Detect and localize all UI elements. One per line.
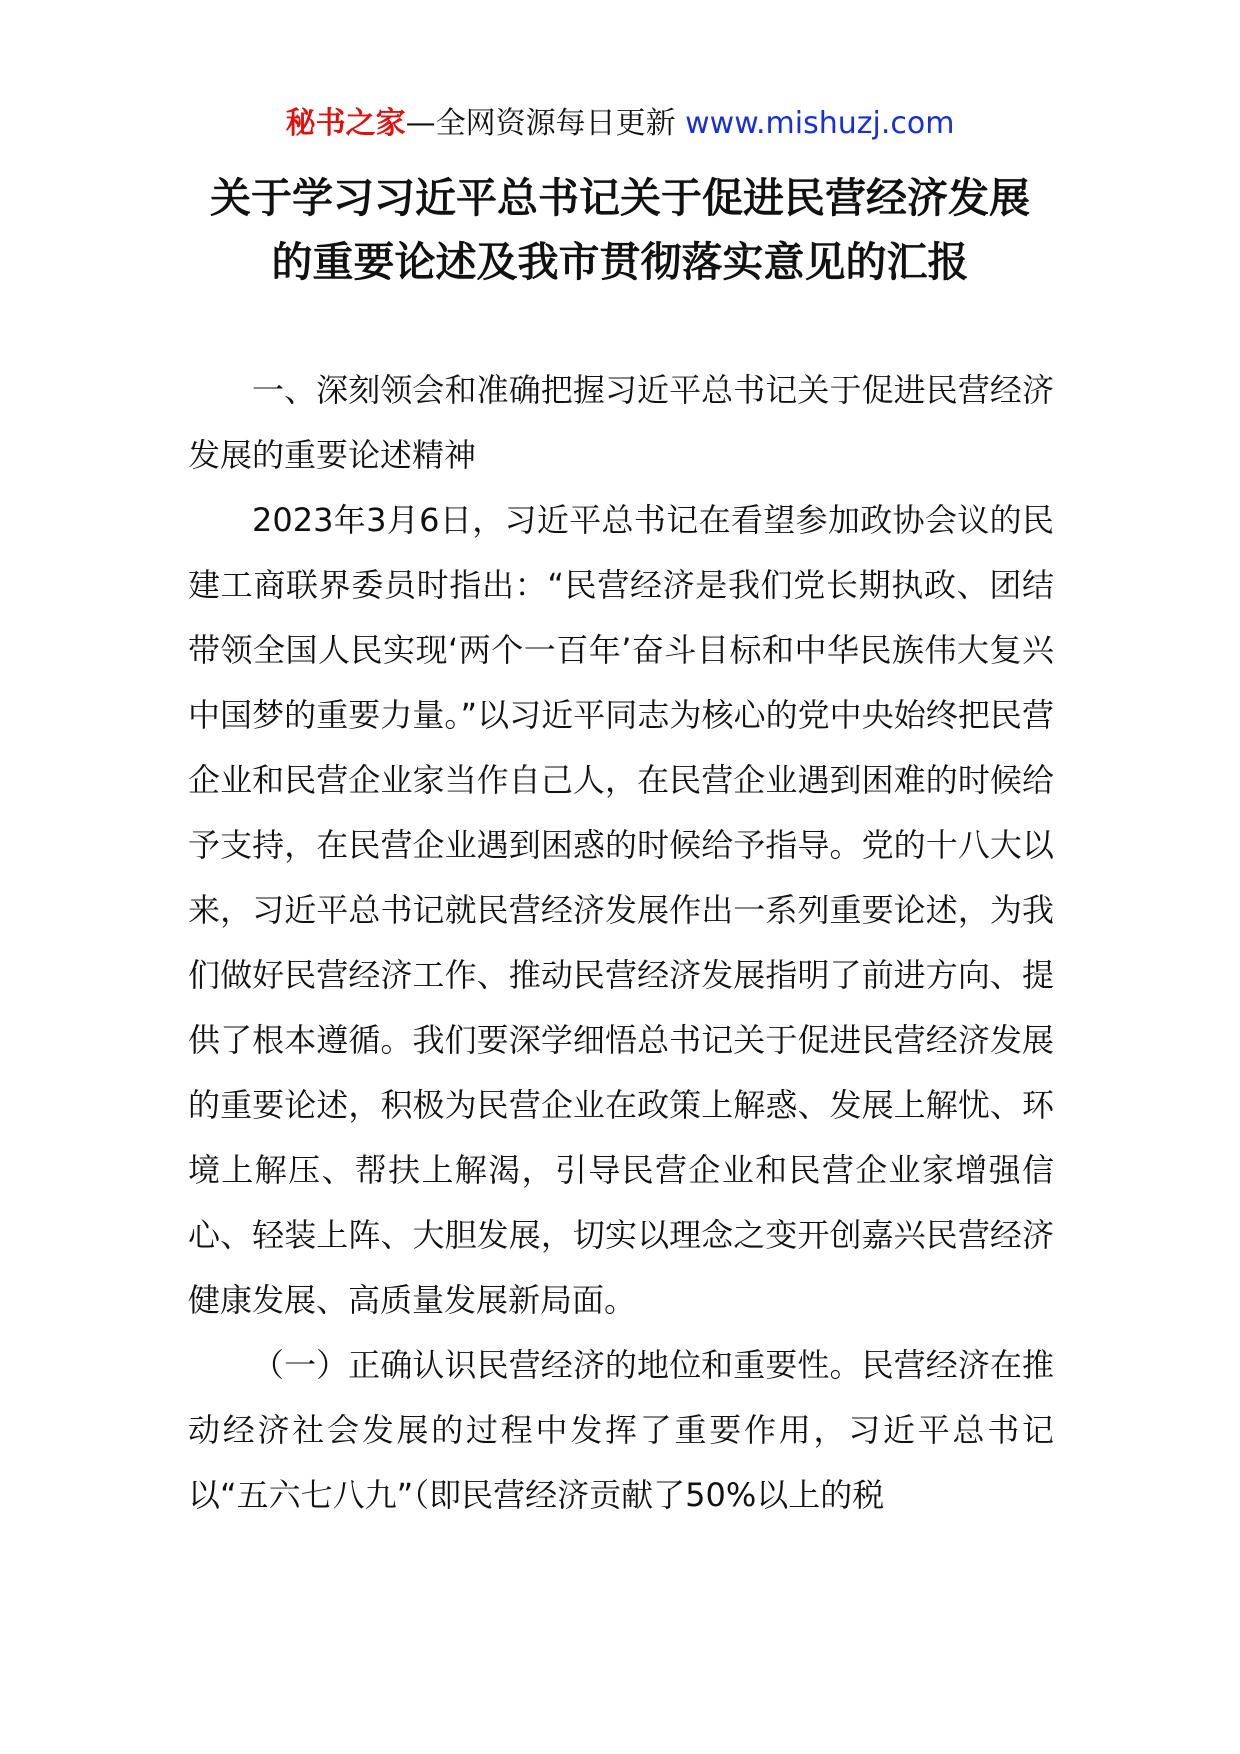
document-body <box>188 358 1054 1528</box>
title-line-2: 的重要论述及我市贯彻落实意见的汇报 <box>271 238 969 286</box>
banner-tagline: —全网资源每日更新 <box>405 106 676 141</box>
body-paragraph: （一）正确认识民营经济的地位和重要性。民营经济在推动经济社会发展的过程中发挥了重要作用，习近平总书记以“五六七八九”（即民营经济贡献了50%以上的税 <box>188 1346 1054 1514</box>
body-paragraph: 2023年3月6日，习近平总书记在看望参加政协会议的民建工商联界委员时指出：“民营经济是我们党长期执政、团结带领全国人民实现‘两个一百年’奋斗目标和中华民族伟大复兴中国梦的重要力量。”以习近平同志为核心的党中央始终把民营企业和民营企业家当作自己人，在民营企业遇到困难的时候给予支持，在民营企业遇到困惑的时候给予指导。党的十八大以来，习近平总书记就民营经济发展作出一系列重要论述，为我们做好民营经济工作、推动民营经济发展指明了前进方向、提供了根本遵循。我们要深学细悟总书记关于促进民营经济发展的重要论述，积极为民营企业在政策上解惑、发展上解忧、环境上解压、帮扶上解渴，引导民营企业和民营企业家增强信心、轻装上阵、大胆发展，切实以理念之变开创嘉兴民营经济健康发展、高质量发展新局面。 <box>188 501 1054 1319</box>
website-link[interactable]: www.mishuzj.com <box>685 106 955 141</box>
section-heading: 一、深刻领会和准确把握习近平总书记关于促进民营经济发展的重要论述精神 <box>188 371 1054 474</box>
site-banner <box>0 102 1240 146</box>
document-title <box>0 166 1240 294</box>
brand-name: 秘书之家 <box>285 106 406 141</box>
title-line-1: 关于学习习近平总书记关于促进民营经济发展 <box>210 174 1030 222</box>
